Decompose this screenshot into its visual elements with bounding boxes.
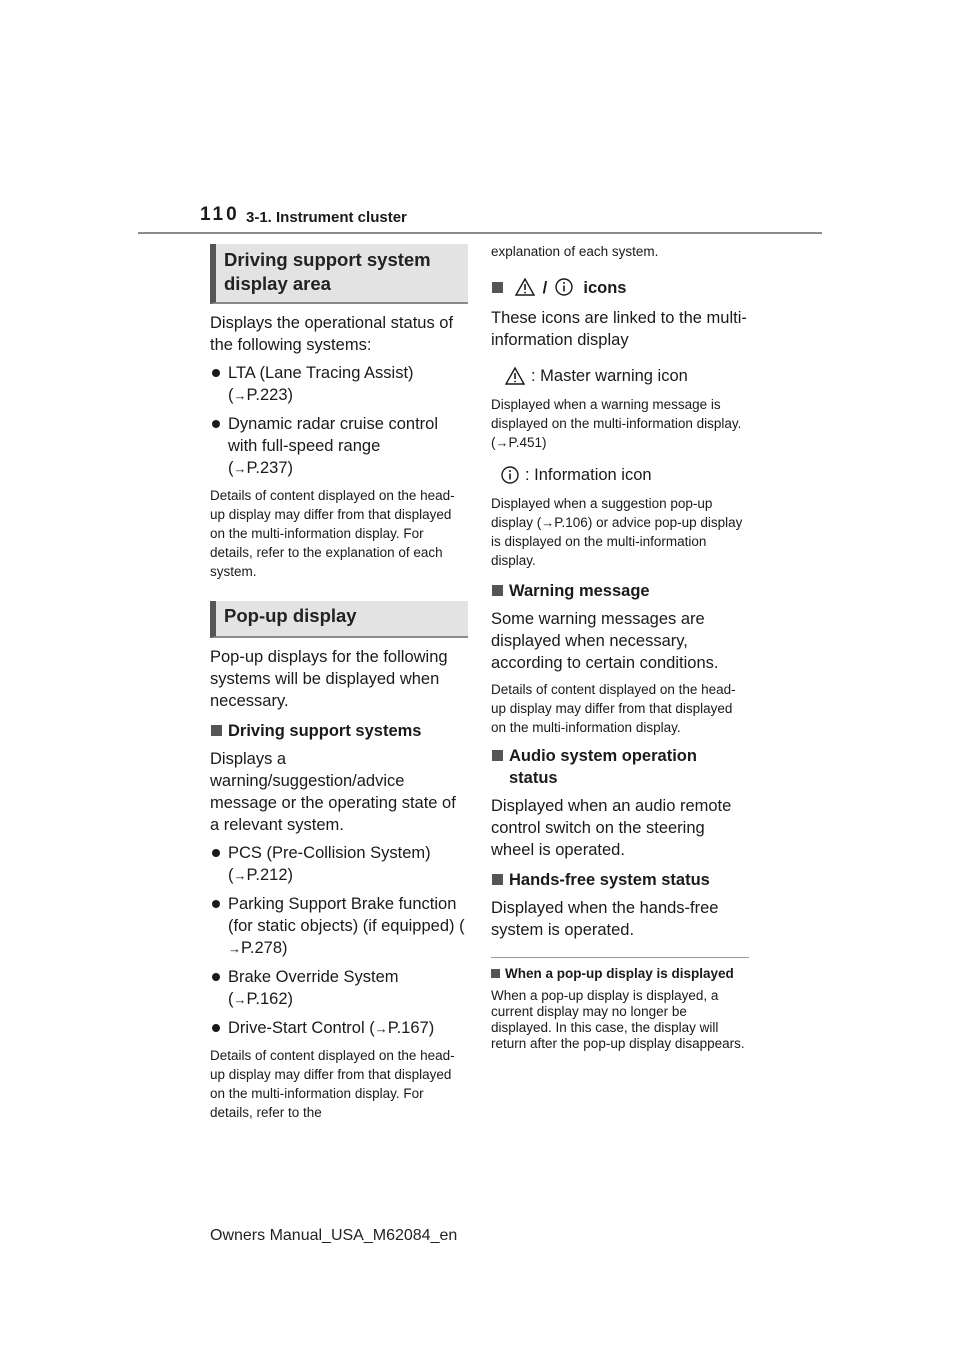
list-item-text: Parking Support Brake function (for static objects) (if equipped)	[228, 895, 457, 935]
page-footer: Owners Manual_USA_M62084_en	[210, 1227, 458, 1244]
list-item-text: Brake Override System	[228, 968, 399, 986]
note-text: When a pop-up display is displayed, a current display may no longer be displayed. In this case, the display will return after the pop-up display disappears.	[491, 988, 745, 1051]
arrow-right-icon: →	[228, 941, 241, 956]
information-icon	[501, 466, 519, 484]
master-warning-label: : Master warning icon	[531, 367, 688, 385]
body-text: Displayed when an audio remote control switch on the steering wheel is operated.	[491, 797, 732, 859]
list-item-text: LTA (Lane Tracing Assist)	[228, 364, 414, 382]
subheading-hands-free-status: Hands-free system status	[491, 869, 749, 891]
subheading-driving-support-systems: Driving support systems	[210, 720, 468, 742]
note-text: Details of content displayed on the head-up display may differ from that displayed on the multi-information display. For details, refer to the explanation of each system.	[210, 488, 455, 579]
note-text: Displayed when a suggestion pop-up display (	[491, 496, 713, 530]
continued-text: explanation of each system.	[491, 244, 659, 259]
left-column	[210, 244, 468, 1122]
intro-text: Displays the operational status of the following systems:	[210, 314, 454, 354]
subheading-warning-message: Warning message	[491, 580, 749, 602]
section-divider	[491, 957, 749, 958]
master-warning-row	[491, 365, 749, 387]
list-item-parking-support-brake: Parking Support Brake function (for static objects) (if equipped) (→P.278)	[210, 893, 468, 960]
list-item-drive-start-control: Drive-Start Control (→P.167)	[210, 1017, 468, 1040]
subheading-text: icons	[583, 279, 627, 297]
list-item-brake-override: Brake Override System (→P.162)	[210, 966, 468, 1011]
arrow-right-icon: →	[541, 515, 555, 530]
header-divider	[138, 232, 822, 234]
master-warning-note: Displayed when a warning message is displayed on the multi-information display. (→P.451)	[491, 397, 742, 450]
section-title: 3-1. Instrument cluster	[246, 209, 407, 226]
right-column	[491, 242, 749, 1052]
page-number: 110	[200, 204, 240, 225]
information-icon	[555, 278, 573, 296]
list-item-text: PCS (Pre-Collision System)	[228, 844, 431, 862]
subheading-icons	[491, 277, 749, 299]
subheading-popup-displayed: When a pop-up display is displayed	[491, 966, 749, 982]
page-header	[0, 0, 960, 236]
body-text: These icons are linked to the multi-information display	[491, 309, 747, 349]
warning-triangle-icon	[515, 278, 535, 296]
page-ref-link[interactable]: P.278	[241, 939, 282, 957]
heading-popup-display: Pop-up display	[210, 601, 468, 638]
information-note	[491, 494, 749, 570]
page-ref-link[interactable]: P.106	[554, 515, 588, 530]
arrow-right-icon: →	[233, 992, 247, 1007]
information-label: : Information icon	[525, 466, 652, 484]
list-item-lta: LTA (Lane Tracing Assist) (→P.223)	[210, 362, 468, 407]
arrow-right-icon: →	[233, 868, 247, 883]
information-icon-row	[491, 464, 749, 486]
body-text: Displays a warning/suggestion/advice message or the operating state of a relevant system.	[210, 750, 456, 834]
subheading-audio-status: Audio system operation status	[491, 745, 749, 789]
note-text: Details of content displayed on the head-up display may differ from that displayed on the multi-information display. For details, refer to the	[210, 1048, 455, 1120]
note-text: ) or advice pop-up display is displayed on the multi-information display.	[491, 515, 743, 568]
arrow-right-icon: →	[233, 461, 247, 476]
warning-triangle-icon	[505, 367, 525, 385]
page-ref-link[interactable]: P.212	[246, 866, 288, 884]
list-item-pcs: PCS (Pre-Collision System) (→P.212)	[210, 842, 468, 887]
page-ref-link[interactable]: P.167	[387, 1019, 429, 1037]
arrow-right-icon: →	[233, 388, 247, 403]
icon-separator: /	[542, 279, 548, 297]
list-item-text: Drive-Start Control	[228, 1019, 365, 1037]
arrow-right-icon: →	[495, 435, 509, 450]
page-ref-link[interactable]: P.237	[246, 459, 288, 477]
body-text: Displayed when the hands-free system is operated.	[491, 899, 719, 939]
heading-driving-support-display: Driving support system display area	[210, 244, 468, 304]
list-item-radar-cruise: Dynamic radar cruise control with full-speed range (→P.237)	[210, 413, 468, 480]
note-text: Displayed when a warning message is displayed on the multi-information display. (	[491, 397, 742, 450]
popup-intro-text: Pop-up displays for the following systems will be displayed when necessary.	[210, 648, 448, 710]
arrow-right-icon: →	[374, 1021, 388, 1036]
page-ref-link[interactable]: P.162	[246, 990, 288, 1008]
body-text: Some warning messages are displayed when necessary, according to certain conditions.	[491, 610, 719, 672]
list-item-text: Dynamic radar cruise control with full-speed range	[228, 415, 438, 455]
note-text: Details of content displayed on the head-up display may differ from that displayed on the multi-information display.	[491, 682, 736, 735]
page-ref-link[interactable]: P.223	[246, 386, 288, 404]
page-ref-link[interactable]: P.451	[508, 435, 543, 450]
